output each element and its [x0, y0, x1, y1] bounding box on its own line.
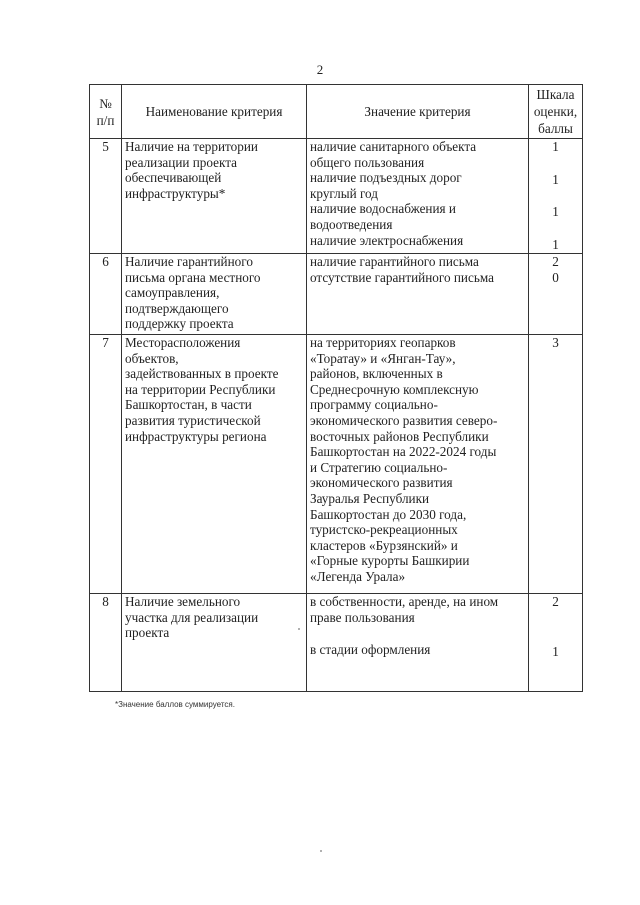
footnote: *Значение баллов суммируется. [115, 700, 235, 709]
table-row [90, 254, 583, 335]
header-criterion: Наименование критерия [122, 85, 307, 139]
value-cell [307, 254, 529, 335]
header-number [90, 85, 122, 139]
value-cell [307, 594, 529, 692]
score-cell [529, 594, 583, 692]
criterion-line: объектов, [125, 350, 179, 366]
header-scale-line-1: Шкала [536, 87, 575, 102]
value-line: в стадии оформления [310, 642, 431, 658]
scan-speck [298, 628, 300, 630]
criterion-cell [122, 254, 307, 335]
criterion-cell [122, 139, 307, 254]
criterion-line: на территории Республики [125, 381, 276, 397]
criterion-line: проекта [125, 625, 170, 641]
criterion-line: задействованных в проекте [125, 366, 279, 382]
table-row [90, 139, 583, 254]
value-cell [307, 139, 529, 254]
criterion-line: письма органа местного [125, 269, 261, 285]
criterion-line: Башкортостан, в части [125, 397, 252, 413]
value-line: «Торатау» и «Янган-Тау», [310, 350, 456, 366]
score-value: 2 [552, 254, 559, 269]
score-value: 1 [552, 236, 559, 252]
value-line: Башкортостан до 2030 года, [310, 506, 467, 522]
score-cell [529, 254, 583, 335]
value-line: восточных районов Республики [310, 428, 489, 444]
header-scale-line-2: оценки, [533, 104, 578, 119]
row-number: 8 [90, 594, 122, 692]
criterion-cell [122, 594, 307, 692]
value-line: Зауралья Республики [310, 490, 430, 506]
criterion-line: инфраструктуры* [125, 185, 226, 201]
scan-speck [320, 850, 322, 852]
criterion-line: Месторасположения [125, 335, 241, 350]
header-value: Значение критерия [307, 85, 529, 139]
page-number: 2 [316, 62, 324, 77]
row-number: 5 [90, 139, 122, 254]
value-line: водоотведения [310, 216, 393, 232]
criterion-line: самоуправления, [125, 285, 220, 301]
value-line: наличие водоснабжения и [310, 201, 456, 217]
score-value: 1 [552, 204, 559, 220]
value-line: программу социально- [310, 397, 438, 413]
score-value: 0 [552, 269, 559, 285]
score-cell [529, 139, 583, 254]
table-row [90, 335, 583, 594]
value-line: экономического развития северо- [310, 412, 498, 428]
value-line: круглый год [310, 185, 378, 201]
header-number-sign: № [99, 95, 112, 111]
criterion-line: реализации проекта [125, 154, 238, 170]
score-value: 1 [552, 139, 559, 154]
criterion-cell [122, 335, 307, 594]
value-line: «Легенда Урала» [310, 568, 406, 584]
criterion-line: подтверждающего [125, 300, 229, 316]
score-cell [529, 335, 583, 594]
criterion-line: поддержку проекта [125, 316, 234, 332]
criterion-line: Наличие гарантийного [125, 254, 253, 269]
criteria-table [89, 84, 583, 692]
value-line: на территориях геопарков [310, 335, 456, 350]
value-line: «Горные курорты Башкирии [310, 553, 470, 569]
header-number-abbr: п/п [96, 112, 115, 128]
value-line: наличие гарантийного письма [310, 254, 479, 269]
value-line: общего пользования [310, 154, 425, 170]
value-cell [307, 335, 529, 594]
value-line: Среднесрочную комплексную [310, 381, 479, 397]
value-line: экономического развития [310, 475, 453, 491]
criterion-line: участка для реализации [125, 609, 259, 625]
criterion-line: обеспечивающей [125, 170, 222, 186]
score-value: 1 [552, 171, 559, 187]
value-line: наличие электроснабжения [310, 232, 464, 248]
score-value: 1 [552, 643, 559, 659]
header-scale [529, 85, 583, 139]
criterion-line: Наличие земельного [125, 594, 241, 609]
value-line: отсутствие гарантийного письма [310, 269, 494, 285]
criterion-line: развития туристической [125, 412, 261, 428]
value-line: в собственности, аренде, на ином [310, 594, 499, 609]
row-number: 6 [90, 254, 122, 335]
value-line: туристско-рекреационных [310, 522, 458, 538]
value-line: наличие подъездных дорог [310, 170, 462, 186]
value-line: кластеров «Бурзянский» и [310, 537, 458, 553]
value-line: праве пользования [310, 609, 415, 625]
value-line: районов, включенных в [310, 366, 443, 382]
row-number: 7 [90, 335, 122, 594]
value-line: и Стратегию социально- [310, 459, 448, 475]
criterion-line: Наличие на территории [125, 139, 258, 154]
score-value: 2 [552, 594, 559, 609]
table-row [90, 594, 583, 692]
criterion-line: инфраструктуры региона [125, 428, 267, 444]
header-scale-line-3: баллы [538, 121, 573, 136]
score-value: 3 [552, 335, 559, 350]
value-line: наличие санитарного объекта [310, 139, 477, 154]
table-header-row [90, 85, 583, 139]
value-line: Башкортостан на 2022-2024 годы [310, 444, 497, 460]
